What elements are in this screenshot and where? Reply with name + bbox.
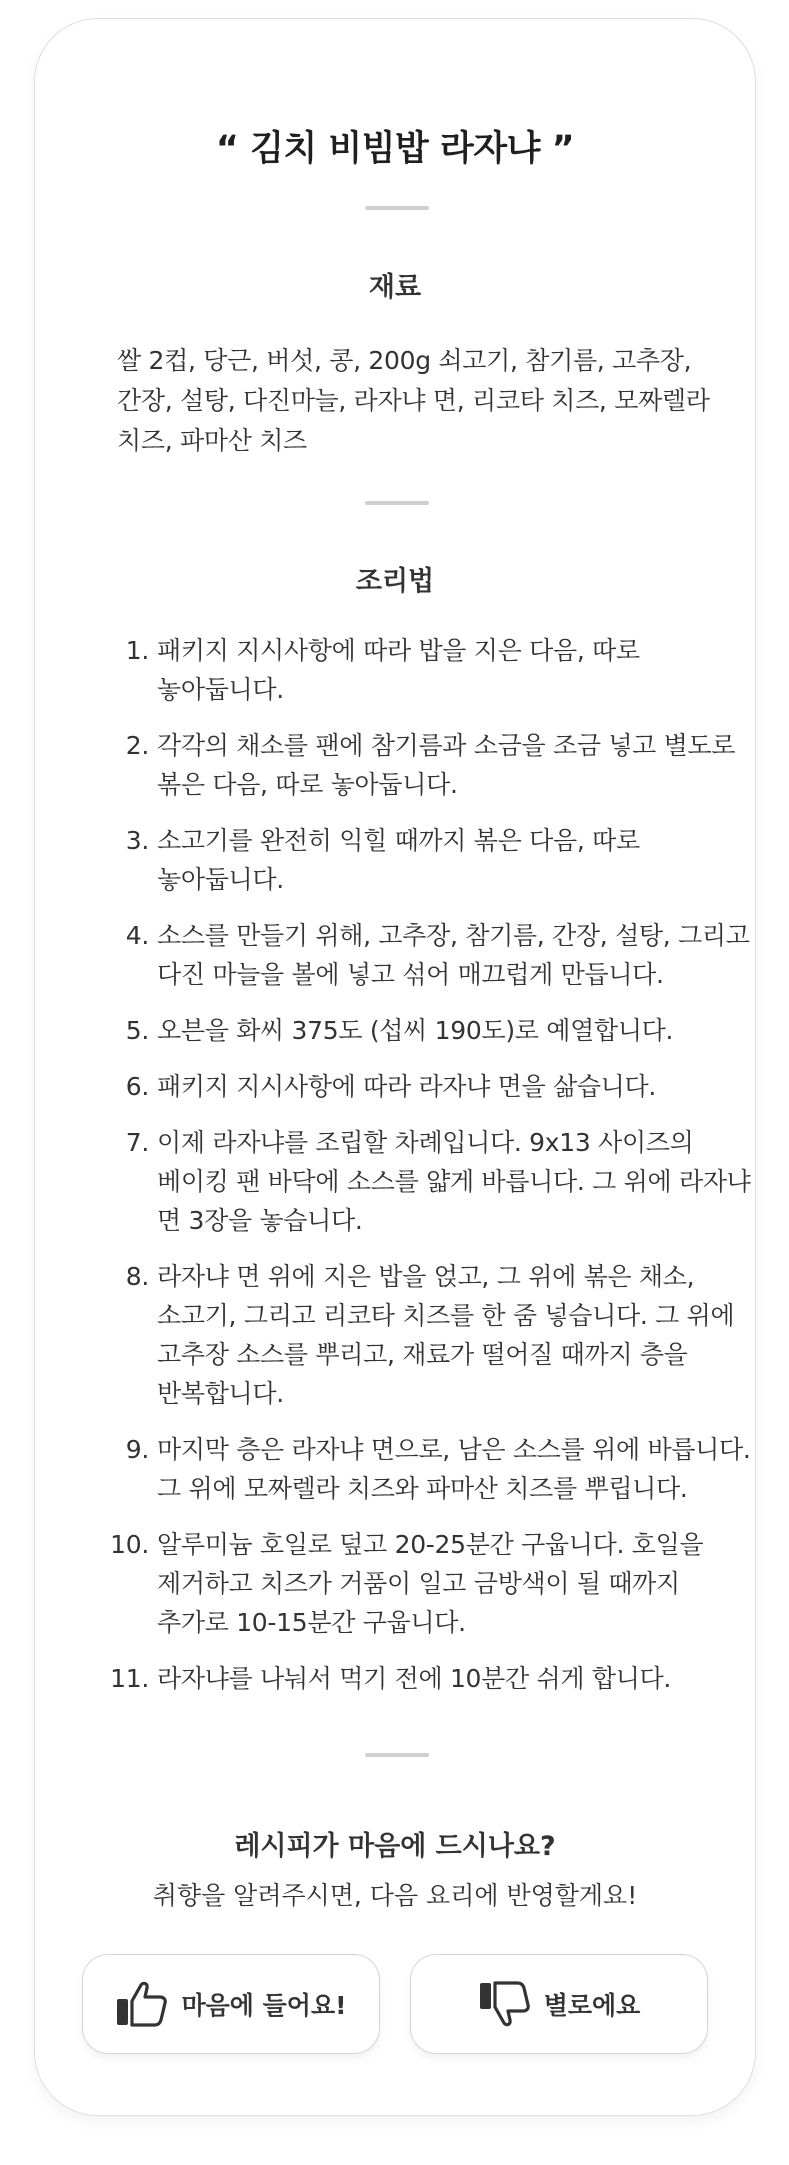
step-number: 8. — [125, 1262, 149, 1291]
step-item — [103, 726, 751, 804]
step-item — [103, 1430, 751, 1508]
step-item — [103, 1659, 751, 1698]
recipe-title: “ 김치 비빔밥 라자냐 ” — [215, 129, 575, 169]
ingredients-heading: 재료 — [368, 272, 422, 303]
like-button[interactable] — [82, 1954, 380, 2054]
feedback-subtitle: 취향을 알려주시면, 다음 요리에 반영할게요! — [152, 1881, 638, 1910]
step-number: 9. — [125, 1435, 149, 1464]
step-item — [103, 916, 751, 994]
step-text: 알루미늄 호일로 덮고 20-25분간 구웁니다. 호일을 제거하고 치즈가 거품이 일고 금방색이 될 때까지 추가로 10-15분간 구웁니다. — [157, 1530, 704, 1637]
step-text: 오븐을 화씨 375도 (섭씨 190도)로 예열합니다. — [157, 1016, 674, 1045]
thumbs-up-icon — [115, 1981, 167, 2027]
recipe-card — [34, 18, 756, 2116]
step-text: 각각의 채소를 팬에 참기름과 소금을 조금 넣고 별도로 볶은 다음, 따로 놓아둡니다. — [157, 731, 736, 799]
step-item — [103, 1525, 751, 1642]
step-number: 10. — [110, 1530, 149, 1559]
step-text: 소고기를 완전히 익힐 때까지 볶은 다음, 따로 놓아둡니다. — [157, 826, 640, 894]
step-item — [103, 631, 751, 709]
step-number: 4. — [125, 921, 149, 950]
dislike-label: 별로에요 — [543, 1991, 641, 2020]
step-number: 3. — [125, 826, 149, 855]
divider — [365, 206, 429, 210]
step-item — [103, 821, 751, 899]
ingredients-text: 쌀 2컵, 당근, 버섯, 콩, 200g 쇠고기, 참기름, 고추장, 간장, 설탕, 다진마늘, 라자냐 면, 리코타 치즈, 모짜렐라 치즈, 파마산 치즈 — [117, 346, 710, 455]
step-text: 마지막 층은 라자냐 면으로, 남은 소스를 위에 바릅니다. 그 위에 모짜렐라 치즈와 파마산 치즈를 뿌립니다. — [157, 1435, 751, 1503]
step-text: 라자냐 면 위에 지은 밥을 얹고, 그 위에 볶은 채소, 소고기, 그리고 리코타 치즈를 한 줌 넣습니다. 그 위에 고추장 소스를 뿌리고, 재료가 떨어질 때까지 층을 반복합니다. — [157, 1262, 735, 1408]
feedback-title: 레시피가 마음에 드시나요? — [234, 1831, 556, 1862]
step-number: 6. — [125, 1072, 149, 1101]
step-item — [103, 1123, 751, 1240]
step-text: 이제 라자냐를 조립할 차례입니다. 9x13 사이즈의 베이킹 팬 바닥에 소스를 얇게 바릅니다. 그 위에 라자냐 면 3장을 놓습니다. — [157, 1128, 751, 1235]
like-label: 마음에 들어요! — [181, 1991, 347, 2020]
step-number: 2. — [125, 731, 149, 760]
step-number: 7. — [125, 1128, 149, 1157]
steps-list — [103, 631, 751, 1715]
step-item — [103, 1067, 751, 1106]
divider — [365, 501, 429, 505]
step-item — [103, 1257, 751, 1413]
dislike-button[interactable] — [410, 1954, 708, 2054]
divider — [365, 1753, 429, 1757]
thumbs-down-icon — [478, 1981, 530, 2027]
step-item — [103, 1011, 751, 1050]
step-text: 라자냐를 나눠서 먹기 전에 10분간 쉬게 합니다. — [157, 1664, 672, 1693]
step-text: 패키지 지시사항에 따라 밥을 지은 다음, 따로 놓아둡니다. — [157, 636, 640, 704]
step-text: 소스를 만들기 위해, 고추장, 참기름, 간장, 설탕, 그리고 다진 마늘을 볼에 넣고 섞어 매끄럽게 만듭니다. — [157, 921, 750, 989]
step-text: 패키지 지시사항에 따라 라자냐 면을 삶습니다. — [157, 1072, 657, 1101]
steps-heading: 조리법 — [355, 566, 435, 597]
step-number: 1. — [125, 636, 149, 665]
step-number: 5. — [125, 1016, 149, 1045]
step-number: 11. — [110, 1664, 149, 1693]
